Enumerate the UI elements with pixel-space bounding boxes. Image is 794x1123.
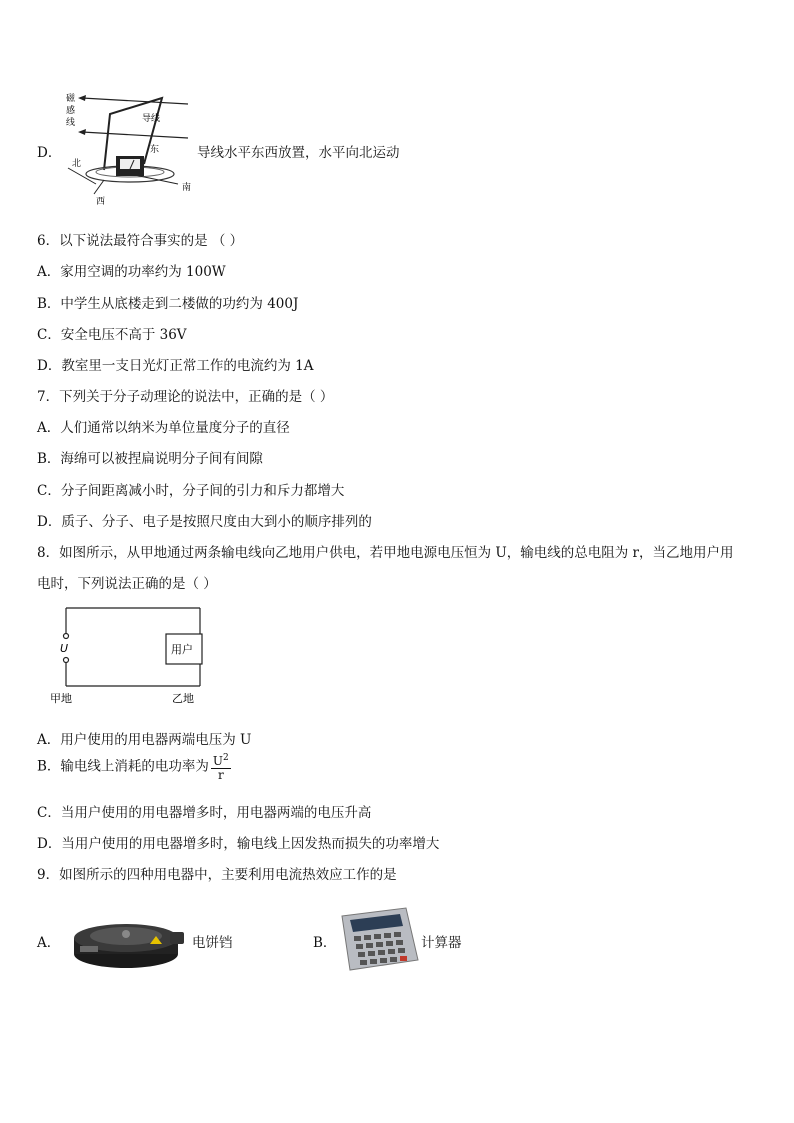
q7-option-d: D．质子、分子、电子是按照尺度由大到小的顺序排列的 [37,514,372,530]
q8-option-b-prefix: B．输电线上消耗的电功率为 [37,758,209,775]
q7-option-b: B．海绵可以被捏扁说明分子间有间隙 [37,451,263,467]
q8-option-d: D．当用户使用的用电器增多时，输电线上因发热而损失的功率增大 [37,836,440,852]
q6-option-a: A．家用空调的功率约为 100W [37,264,226,280]
q9-option-b-label: 计算器 [421,935,462,951]
east-label: 东 [150,145,160,155]
q8-stem-line2: 电时，下列说法正确的是（ ） [37,576,217,592]
q8-option-c: C．当用户使用的用电器增多时，用电器两端的电压升高 [37,805,372,821]
q9-option-b-letter: B． [313,935,337,951]
field-label-3: 线 [66,118,76,128]
q8-option-a: A．用户使用的用电器两端电压为 U [37,732,252,748]
circuit-figure [48,602,218,708]
field-label-1: 磁 [66,94,76,104]
terminal-bottom [64,658,69,663]
q8-stem-line1: 8．如图所示，从甲地通过两条输电线向乙地用户供电，若甲地电源电压恒为 U，输电线的总电阻为 r，当乙地用户用 [37,545,734,561]
q7-stem: 7．下列关于分子动理论的说法中，正确的是（ ） [37,389,334,405]
user-label: 用户 [171,643,193,656]
pan-handle [170,932,184,944]
field-line-top [82,98,188,104]
calculator-image [336,906,420,972]
terminal-top [64,634,69,639]
q6-option-c: C．安全电压不高于 36V [37,327,187,343]
q9-option-a-letter: A． [37,935,61,951]
field-line-bottom [82,132,188,138]
place-b-label: 乙地 [172,692,194,705]
q9-option-a-label: 电饼铛 [192,935,233,951]
west-label: 西 [96,197,106,207]
voltage-label: U [60,642,69,655]
q7-option-a: A．人们通常以纳米为单位量度分子的直径 [37,420,290,436]
field-label-2: 感 [66,106,76,116]
electric-pan-image [70,908,188,972]
q7-option-c: C．分子间距离减小时，分子间的引力和斥力都增大 [37,483,345,499]
q8-option-b [37,752,231,782]
south-label: 南 [182,183,192,193]
q6-stem: 6．以下说法最符合事实的是 （ ） [37,233,244,249]
q5-option-d-letter: D． [37,145,62,161]
q5-option-d-text: 导线水平东西放置，水平向北运动 [197,145,400,161]
q6-option-b: B．中学生从底楼走到二楼做的功约为 400J [37,296,299,312]
q6-option-d: D．教室里一支日光灯正常工作的电流约为 1A [37,358,314,374]
fraction-exponent: 2 [223,753,229,763]
fraction-numerator: U [212,754,224,768]
q9-stem: 9．如图所示的四种用电器中，主要利用电流热效应工作的是 [37,867,397,883]
fraction-denominator: r [217,768,224,782]
north-label: 北 [72,159,82,169]
power-fraction [211,752,231,782]
magnetic-field-figure [60,88,200,210]
wire-label: 导线 [142,114,161,124]
place-a-label: 甲地 [50,692,72,705]
